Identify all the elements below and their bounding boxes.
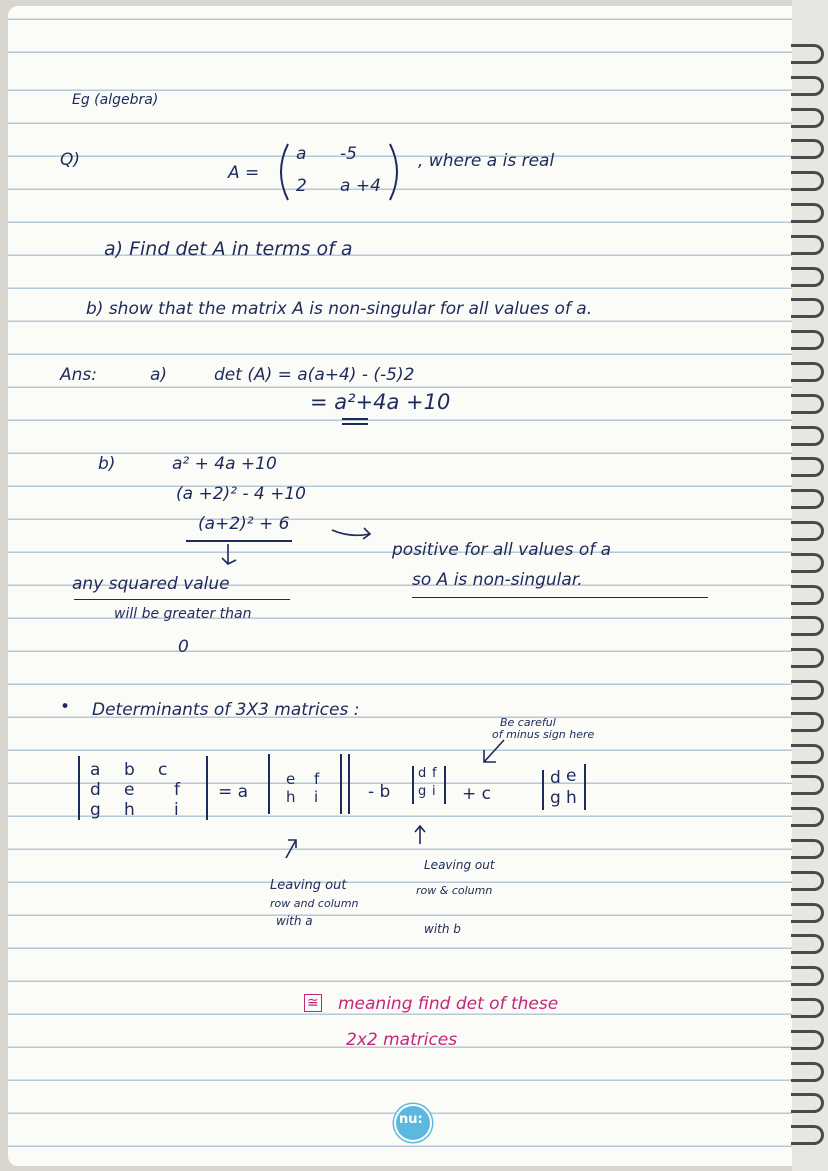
underline-1: [342, 418, 368, 420]
big-r1c3: c: [158, 760, 168, 780]
part-a-question: a) Find det A in terms of a: [104, 238, 353, 260]
conclusion: so A is non-singular.: [412, 570, 583, 590]
plus-c: + c: [462, 784, 491, 804]
spiral-ring: [791, 489, 824, 509]
note-a-line2: row and column: [270, 897, 359, 910]
minor-c-right-bar: [584, 764, 586, 810]
spiral-ring: [791, 1093, 824, 1113]
squared-underline: [74, 599, 290, 600]
spiral-ring: [791, 1125, 824, 1145]
note-b-line1: Leaving out: [424, 858, 495, 872]
minor-b-r2c1: g: [418, 784, 427, 799]
minor-c-r2c1: g: [550, 788, 561, 808]
matrix-icon: ≅: [304, 994, 322, 1012]
minus-b: - b: [368, 782, 391, 802]
heading: Eg (algebra): [72, 92, 159, 108]
spiral-ring: [791, 267, 824, 287]
spiral-ring: [791, 871, 824, 891]
spiral-ring: [791, 394, 824, 414]
underline-2: [342, 423, 368, 425]
answer-b-label: b): [98, 454, 116, 474]
spiral-ring: [791, 775, 824, 795]
spiral-ring: [791, 998, 824, 1018]
big-r2c1: d: [90, 780, 101, 800]
spiral-ring: [791, 839, 824, 859]
spiral-ring: [791, 362, 824, 382]
down-arrow-icon: [222, 542, 242, 572]
spiral-ring: [791, 744, 824, 764]
spiral-ring: [791, 203, 824, 223]
spiral-ring: [791, 585, 824, 605]
big-r3c2: h: [124, 800, 135, 820]
minor-a-right-bar: [340, 754, 342, 814]
big-r2c2: e: [124, 780, 135, 800]
part-b-question: b) show that the matrix A is non-singular for all values of a.: [86, 299, 593, 319]
big-r2c3: f: [174, 780, 180, 800]
up-arrow-icon-b: [412, 822, 432, 846]
matrix-r2c2: a +4: [340, 176, 381, 196]
answer-a-line1: det (A) = a(a+4) - (-5)2: [214, 365, 415, 385]
conclusion-underline: [412, 597, 708, 598]
squared-line2: will be greater than: [114, 606, 252, 622]
right-arrow-icon: [330, 524, 374, 544]
minor-b-r1c2: f: [432, 766, 437, 781]
meaning-line1: meaning find det of these: [338, 994, 559, 1014]
careful-line1: Be careful: [500, 716, 556, 729]
minor-c-left-bar: [542, 770, 544, 810]
spiral-ring: [791, 966, 824, 986]
matrix-label: A =: [228, 163, 260, 183]
spiral-ring: [791, 298, 824, 318]
minor-c-r2c2: h: [566, 788, 577, 808]
minor-c-r1c2: e: [566, 766, 577, 786]
note-a-line3: with a: [276, 914, 313, 928]
det-big-right-bar: [206, 756, 208, 820]
spiral-ring: [791, 1062, 824, 1082]
answer-a-label: a): [150, 365, 168, 385]
minor-b-left-bar: [412, 766, 414, 804]
minor-b-r2c2: i: [432, 784, 436, 799]
determinants-title: Determinants of 3X3 matrices :: [92, 700, 360, 720]
nu-logo-text: nu:: [399, 1112, 423, 1127]
separator-bar: [348, 754, 350, 814]
spiral-ring: [791, 171, 824, 191]
minor-a-left-bar: [268, 754, 270, 814]
minor-a-r1c1: e: [286, 770, 296, 788]
answer-a-line2: = a²+4a +10: [310, 390, 451, 414]
squared-line3: 0: [178, 637, 189, 657]
note-a-line1: Leaving out: [270, 878, 347, 893]
answer-b-line2: (a +2)² - 4 +10: [176, 484, 306, 504]
spiral-ring: [791, 616, 824, 636]
squared-line1: any squared value: [72, 574, 230, 594]
spiral-ring: [791, 680, 824, 700]
matrix-r2c1: 2: [296, 176, 307, 196]
big-r1c1: a: [90, 760, 101, 780]
question-number: Q): [60, 150, 81, 170]
spiral-ring: [791, 712, 824, 732]
spiral-binding: [792, 0, 828, 1171]
positive-note: positive for all values of a: [392, 540, 612, 560]
spiral-ring: [791, 807, 824, 827]
note-b-line2: row & column: [416, 884, 493, 897]
spiral-ring: [791, 1030, 824, 1050]
matrix-right-paren: [386, 142, 406, 202]
answer-b-line3: (a+2)² + 6: [198, 514, 290, 534]
answer-b-line1: a² + 4a +10: [172, 454, 277, 474]
spiral-ring: [791, 44, 824, 64]
meaning-line2: 2x2 matrices: [346, 1030, 458, 1050]
matrix-condition: , where a is real: [418, 151, 555, 171]
spiral-ring: [791, 553, 824, 573]
big-r1c2: b: [124, 760, 135, 780]
spiral-ring: [791, 934, 824, 954]
spiral-ring: [791, 648, 824, 668]
minor-a-r1c2: f: [314, 770, 320, 788]
spiral-ring: [791, 108, 824, 128]
spiral-ring: [791, 76, 824, 96]
spiral-ring: [791, 903, 824, 923]
careful-line2: of minus sign here: [492, 728, 595, 741]
bullet: •: [60, 697, 71, 717]
spiral-ring: [791, 426, 824, 446]
big-r3c3: i: [174, 800, 179, 820]
matrix-r1c1: a: [296, 144, 307, 164]
spiral-ring: [791, 330, 824, 350]
minor-b-right-bar: [444, 766, 446, 804]
up-arrow-icon-a: [282, 836, 302, 860]
minor-a-r2c2: i: [314, 788, 319, 806]
equals-a: = a: [218, 782, 249, 802]
matrix-r1c2: -5: [340, 144, 357, 164]
det-big-left-bar: [78, 756, 80, 820]
minor-b-r1c1: d: [418, 766, 427, 781]
spiral-ring: [791, 235, 824, 255]
spiral-ring: [791, 139, 824, 159]
spiral-ring: [791, 521, 824, 541]
matrix-left-paren: [272, 142, 292, 202]
minor-a-r2c1: h: [286, 788, 296, 806]
minor-c-r1c1: d: [550, 768, 561, 788]
note-b-line3: with b: [424, 922, 461, 936]
careful-arrow-icon: [480, 738, 510, 768]
spiral-ring: [791, 457, 824, 477]
answer-label: Ans:: [60, 365, 97, 385]
big-r3c1: g: [90, 800, 101, 820]
